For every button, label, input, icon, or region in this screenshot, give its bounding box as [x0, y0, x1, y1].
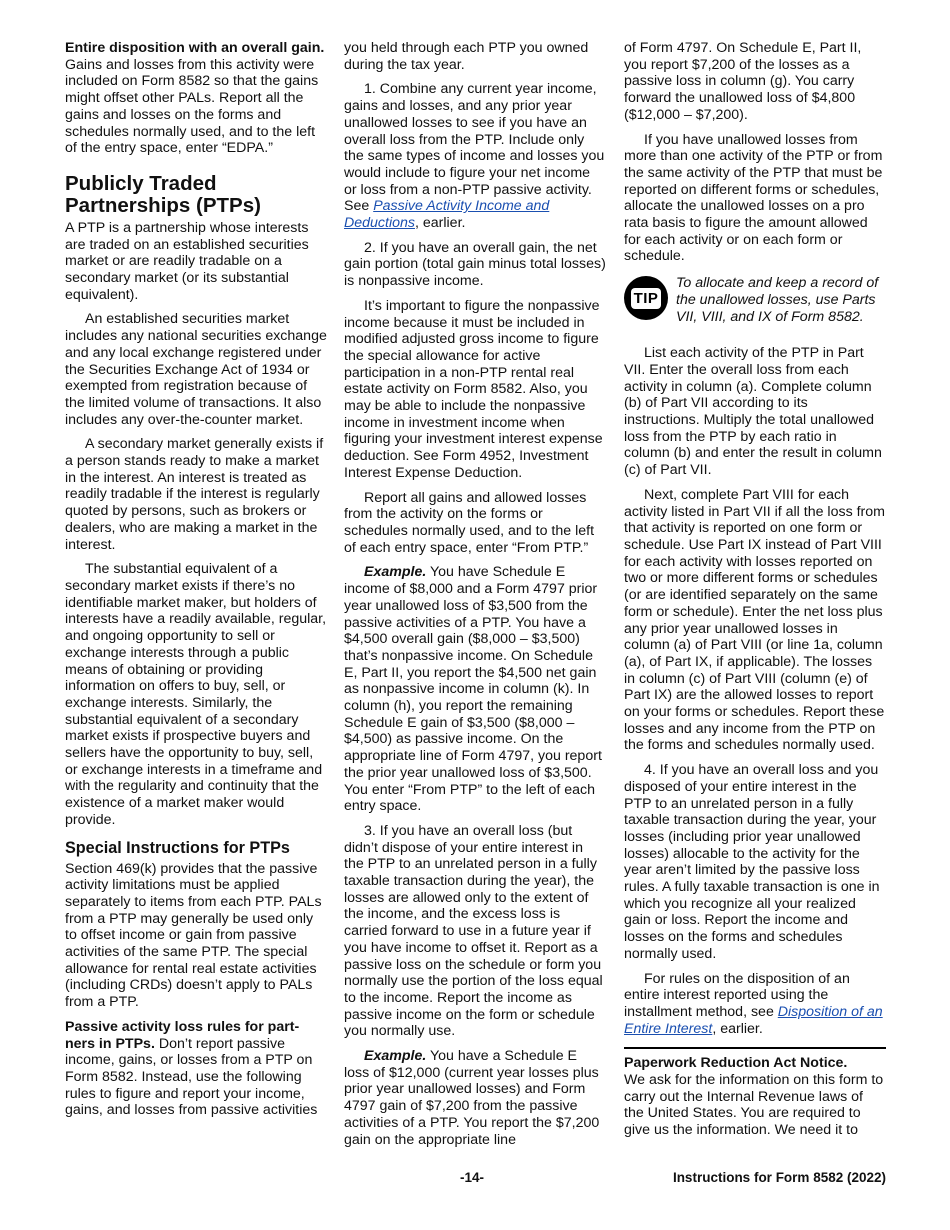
installment-paragraph: For rules on the disposition of an entire interest reported using the installment method, see Disposition of an Entire Interest, earlier. — [624, 970, 883, 1037]
example-2-continuation: of Form 4797. On Schedule E, Part II, you report $7,200 of the losses as a passive loss in column (g). You carry forward the unallowed loss of $4,800 ($12,000 – $7,200). — [624, 40, 862, 123]
secondary-market-paragraph: A secondary market generally exists if a person stands ready to make a market in the interest. An interest is treated as readily tradable if the interest is regularly quoted by persons, such as brokers or dealers, who are making a market in the interest. — [65, 436, 324, 553]
report-gains-paragraph: Report all gains and allowed losses from the activity on the forms or schedules normally used, and to the left of each entry space, enter “From PTP.” — [344, 489, 595, 556]
example-2-label: Example. — [364, 1048, 427, 1065]
substantial-equivalent-paragraph: The substantial equivalent of a secondary market exists if there’s no identifiable market maker, but holders of interests have a readily available, regular, and ongoing opportunity to sell or exchange interests through a public means of obtaining or providing information on offers to buy, sell, or exchange interests. Similarly, the substantial equivalent of a secondary market exists if prospective buyers and sellers have the opportunity to buy, sell, or exchange interests in a timeframe and with the regularity and continuity that the existence of a market maker would provide. — [65, 561, 327, 828]
tip-icon: TIP — [624, 276, 668, 320]
special-instructions-heading: Special Instructions for PTPs — [65, 838, 290, 857]
paperwork-notice-heading: Paperwork Reduction Act Notice. — [624, 1055, 848, 1072]
rule-1-paragraph: 1. Combine any current year income, gains and losses, and any prior year unallowed losses to see if you have an overall loss from the PTP. Include only the same types of income and losses you would include to figure your net income or loss from a non-PTP passive activity. See Passive Activity Income and Deductions, earlier. — [344, 81, 605, 232]
disposition-entire-interest-link[interactable]: Disposition of an Entire Interest — [624, 1003, 883, 1037]
section-469k-paragraph: Section 469(k) provides that the passive activity limitations must be applied separately to items from each PTP. PALs from a PTP may generally be used only to offset income or gain from passive activities of the same PTP. The special allowance for rental real estate activities (including CRDs) doesn’t apply to PALs from a PTP. — [65, 860, 322, 1011]
section-divider — [624, 1047, 886, 1049]
passive-activity-income-link[interactable]: Passive Activity Income and Deductions — [344, 198, 550, 232]
multiple-activities-paragraph: If you have unallowed losses from more than one activity of the PTP or from the same activity of the PTP that must be reported on different forms or schedules, allocate the unallowed losses on a pro rata basis to figure the amount allowed for each activity or on each form or schedule. — [624, 131, 883, 265]
form-title-footer: Instructions for Form 8582 (2022) — [672, 1170, 886, 1185]
nonpassive-income-paragraph: It’s important to figure the nonpassive income because it must be included in modified adjusted gross income to figure the special allowance for active participation in a non-PTP rental real estate activity on Form 8582. Also, you may be able to include the nonpassive income in investment income when figuring your investment interest expense deduction. See Form 4952, Investment Interest Expense Deduction. — [344, 297, 603, 481]
rule-2-paragraph: 2. If you have an overall gain, the net gain portion (total gain minus total losses) is nonpassive income. — [344, 239, 606, 290]
page-number: -14- — [460, 1170, 485, 1185]
column-1 — [65, 40, 327, 1127]
example-2-paragraph: Example. You have a Schedule E loss of $12,000 (current year losses plus prior year unallowed losses) and Form 4797 gain of $7,200 from the passive activities of a PTP. You report the $7,200 gain on the appropriate line — [344, 1048, 600, 1148]
paperwork-notice-paragraph: Paperwork Reduction Act Notice. We ask for the information on this form to carry out the Internal Revenue laws of the United States. You are required to give us the information. We need it to — [624, 1055, 884, 1139]
entire-disposition-paragraph: Entire disposition with an overall gain. Gains and losses from this activity were included on Form 8582 so that the gains might offset other PALs. Report all the gains and losses on the forms and schedules normally used, and to the left of the entry space, enter “EDPA.” — [65, 40, 325, 157]
example-1-label: Example. — [364, 564, 427, 581]
column-3 — [624, 40, 886, 1147]
rule-3-paragraph: 3. If you have an overall loss (but didn’t dispose of your entire interest in the PTP to an unrelated person in a fully taxable transaction during the year), the losses are allowed only to the extent of the income, and the excess loss is carried forward to use in a future year if you have income to offset it. Report as a passive loss on the schedule or form you normally use the portion of the loss equal to the income. Report the income as passive income on the form or schedule you normally use. — [344, 822, 603, 1040]
ptp-loss-rules-heading: Passive activity loss rules for part-ners in PTPs. — [65, 1018, 300, 1052]
ptp-loss-rules-paragraph: Passive activity loss rules for part-ners in PTPs. Don’t report passive income, gains, or losses from a PTP on Form 8582. Instead, use the following rules to figure and report your income, gains, and losses from passive activities — [65, 1018, 318, 1119]
tip-text: To allocate and keep a record of the unallowed losses, use Parts VII, VIII, and IX of Form 8582. — [676, 275, 879, 325]
tip-box — [624, 275, 886, 325]
established-market-paragraph: An established securities market includes any national securities exchange and any local exchange registered under the Securities Exchange Act of 1934 or exempted from registration because of the limited volume of transactions. It also includes any over-the-counter market. — [65, 311, 327, 428]
example-1-paragraph: Example. You have Schedule E income of $8,000 and a Form 4797 prior year unallowed loss of $3,500 from the passive activities of a PTP. You have a $4,500 overall gain ($8,000 – $3,500) that’s nonpassive income. On Schedule E, Part II, you report the $4,500 net gain as nonpassive income in column (k). In column (h), you report the remaining Schedule E gain of $3,500 ($8,000 – $4,500) as passive income. On the appropriate line of Form 4797, you report the prior year unallowed loss of $3,500. You enter “From PTP” to the left of each entry space. — [344, 564, 602, 815]
rule-4-paragraph: 4. If you have an overall loss and you disposed of your entire interest in the PTP to an unrelated person in a fully taxable transaction during the year, your losses (including prior year unallowed losses) allocable to the activity for the year aren’t limited by the passive loss rules. A fully taxable transaction is one in which you recognize all your realized gain or loss. Report the income and losses on the forms and schedules normally used. — [624, 762, 880, 962]
part-vii-paragraph: List each activity of the PTP in Part VII. Enter the overall loss from each activity in column (a). Complete column (b) of Part VII according to its instructions. Multiply the total unallowed loss from the PTP by each ratio in column (b) and enter the result in column (c) of Part VII. — [624, 345, 882, 479]
continuation-paragraph: you held through each PTP you owned during the tax year. — [344, 40, 589, 73]
column-2 — [344, 40, 606, 1156]
entire-disposition-heading: Entire disposition with an overall gain. — [65, 40, 325, 56]
ptp-section-heading: Publicly Traded Partnerships (PTPs) — [65, 171, 261, 217]
part-viii-paragraph: Next, complete Part VIII for each activity listed in Part VII if all the loss from that activity is reported on one form or schedule. Use Part IX instead of Part VIII for each activity with losses reported on two or more different forms or schedules (or are identified separately on the same form or schedule). Enter the net loss plus any prior year unallowed losses in column (a) of Part VIII (or line 1a, column (a), of Part IX, if applicable). The losses in column (c) of Part VIII (column (e) of Part IX) are the allowed losses to report on your forms or schedules. Report these losses and any income from the PTP on the forms and schedules normally used. — [624, 486, 885, 754]
ptp-definition: A PTP is a partnership whose interests are traded on an established securities market or are readily tradable on a secondary market (or its substantial equivalent). — [65, 219, 309, 303]
